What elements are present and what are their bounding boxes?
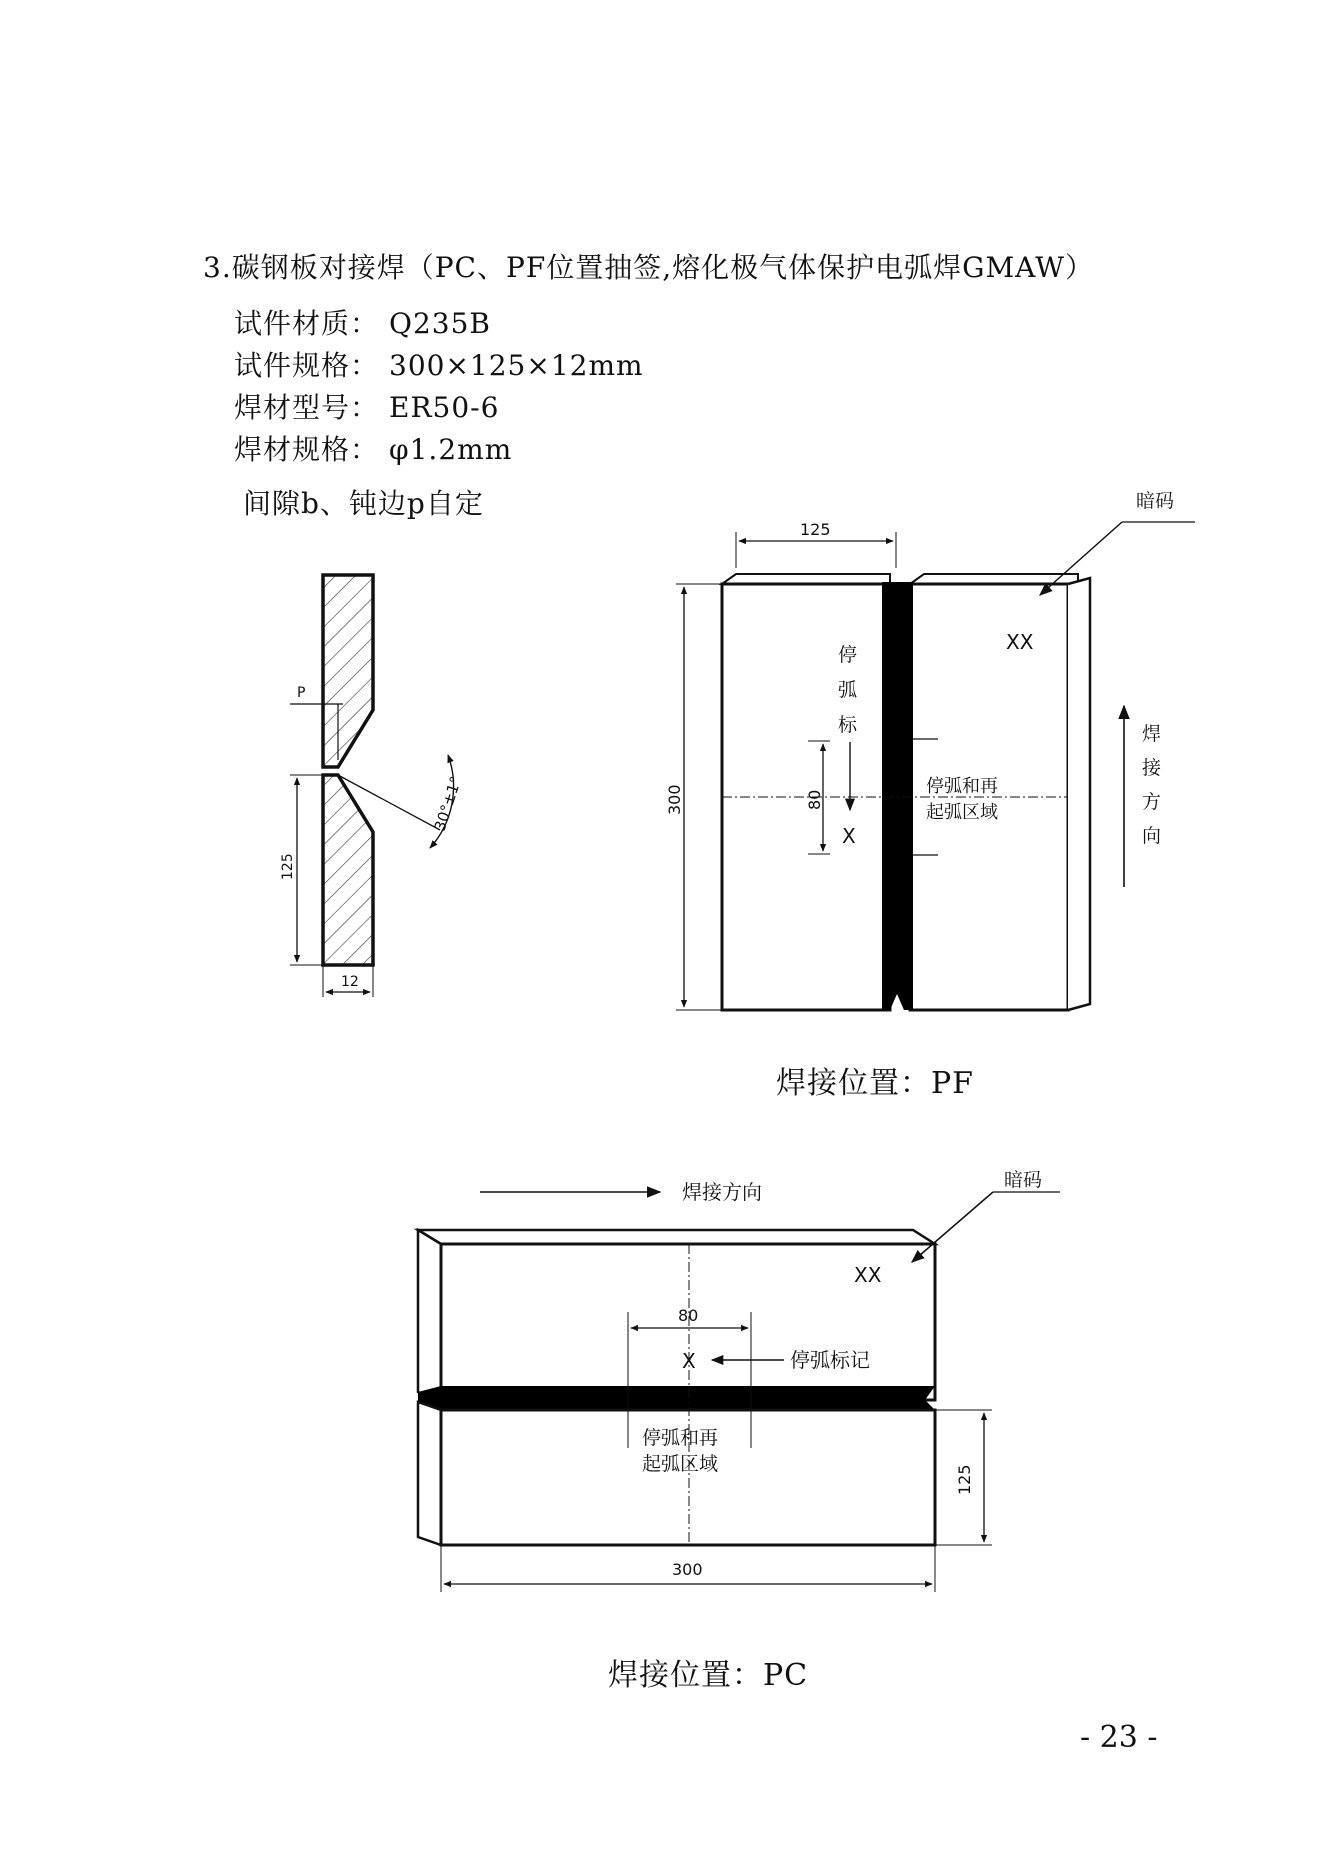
- pc-upper-plate-top-face: [418, 1230, 935, 1244]
- pc-weld-bead: [418, 1386, 935, 1410]
- pf-zone-label-2: 起弧区域: [926, 802, 998, 823]
- spec-filler-type-value: ER50-6: [389, 391, 500, 424]
- pf-right-plate-edge: [1068, 578, 1090, 1010]
- pc-zone-label-2: 起弧区域: [642, 1453, 719, 1475]
- lower-plate-section: [323, 775, 373, 965]
- spec-filler-size-value: φ1.2mm: [389, 433, 513, 466]
- pf-secret-code-label: 暗码: [1136, 490, 1175, 512]
- page-number: - 23 -: [1080, 1720, 1158, 1755]
- pf-direction-char-2: 接: [1142, 757, 1162, 779]
- pc-code-pointer: [912, 1192, 993, 1262]
- pc-stop-mark-label: 停弧标记: [790, 1348, 870, 1372]
- spec-filler-size-label: 焊材规格：: [234, 433, 380, 466]
- pf-zone-label-1: 停弧和再: [926, 776, 998, 797]
- pf-zone-dim-label: 80: [805, 789, 824, 810]
- pc-length-dim-label: 300: [672, 1560, 703, 1579]
- pc-zone-dim-label: 80: [678, 1306, 699, 1325]
- pf-caption: 焊接位置：PF: [776, 1066, 975, 1101]
- spec-filler-type-label: 焊材型号：: [234, 391, 380, 424]
- spec-material-label: 试件材质：: [234, 307, 380, 340]
- spec-material-value: Q235B: [389, 307, 491, 340]
- spec-size-label: 试件规格：: [234, 349, 380, 382]
- pf-direction-char-1: 焊: [1142, 723, 1162, 745]
- pc-zone-label-1: 停弧和再: [642, 1427, 719, 1449]
- pf-height-dim-label: 300: [665, 784, 684, 815]
- pf-width-dim-label: 125: [800, 520, 831, 539]
- height-dim-label: 125: [280, 853, 296, 880]
- pc-caption: 焊接位置：PC: [608, 1658, 809, 1693]
- pc-code-mark: XX: [854, 1263, 882, 1287]
- pc-secret-code-label: 暗码: [1004, 1169, 1043, 1191]
- thick-dim-label: 12: [341, 974, 359, 990]
- pf-stop-mark-char-1: 停: [838, 644, 858, 666]
- pc-position-drawing: [418, 1169, 1060, 1592]
- angle-label: 30°±1°: [430, 774, 466, 834]
- pc-x-mark: X: [682, 1349, 696, 1373]
- pf-position-drawing: [665, 490, 1195, 1010]
- gap-note: 间隙b、钝边p自定: [243, 487, 484, 520]
- p-label: P: [297, 685, 306, 701]
- pf-stop-mark-char-3: 标: [838, 714, 858, 736]
- pf-direction-char-3: 方: [1142, 791, 1162, 813]
- pc-lower-plate-side: [418, 1402, 441, 1545]
- pf-direction-char-4: 向: [1142, 825, 1162, 847]
- spec-size-value: 300×125×12mm: [389, 349, 644, 382]
- pc-upper-plate-side: [418, 1230, 441, 1400]
- upper-plate-section: [323, 575, 373, 767]
- pf-x-mark: X: [842, 824, 856, 848]
- groove-section-drawing: [280, 575, 465, 997]
- pf-code-mark: XX: [1006, 630, 1034, 654]
- pc-direction-label: 焊接方向: [682, 1180, 762, 1204]
- section-heading: 3.碳钢板对接焊（PC、PF位置抽签,熔化极气体保护电弧焊GMAW）: [203, 251, 1095, 284]
- pf-stop-mark-char-2: 弧: [838, 679, 858, 701]
- pf-weld-bead: [882, 582, 913, 1010]
- pc-height-dim-label: 125: [955, 1464, 974, 1495]
